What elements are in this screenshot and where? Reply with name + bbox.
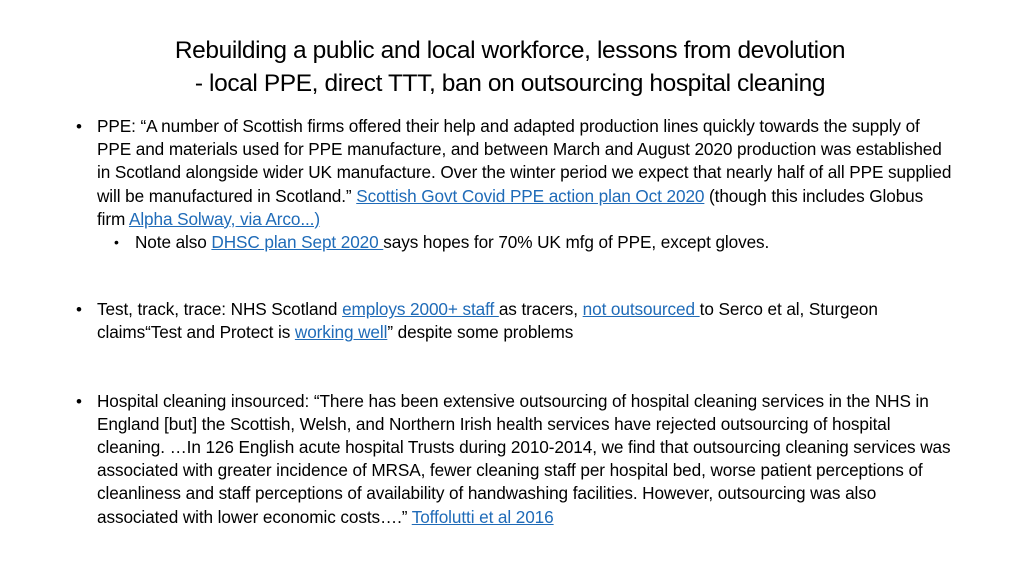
ttt-text-3: to Serco et al, Sturgeon claims“Test and Protect is [97, 299, 878, 343]
ppe-text-2: (though this includes Globus firm [97, 185, 924, 229]
bullet-ppe [76, 115, 956, 231]
slide-body [76, 115, 956, 529]
title-line-1: Rebuilding a public and local workforce, lessons from devolution [174, 37, 846, 64]
link-working-well[interactable]: working well [294, 322, 388, 343]
bullet-test-track-trace [76, 298, 956, 344]
link-not-outsourced[interactable]: not outsourced [582, 299, 700, 320]
ttt-text-4: ” despite some problems [387, 322, 574, 343]
link-toffolutti-2016[interactable]: Toffolutti et al 2016 [411, 506, 554, 527]
bullet-icon: • [76, 117, 82, 136]
dhsc-text-1: Note also [135, 232, 212, 253]
sub-bullet-dhsc [114, 231, 956, 254]
dhsc-text-2: says hopes for 70% UK mfg of PPE, except gloves. [383, 232, 770, 253]
link-scottish-govt-ppe-plan[interactable]: Scottish Govt Covid PPE action plan Oct 2020 [356, 185, 705, 206]
link-alpha-solway[interactable]: Alpha Solway, via Arco...) [128, 208, 320, 229]
bullet-icon: • [76, 300, 82, 320]
ttt-text-1: Test, track, trace: NHS Scotland [97, 299, 343, 320]
bullet-icon: • [114, 234, 119, 251]
cleaning-text-1: Hospital cleaning insourced: “There has been extensive outsourcing of hospital cleaning services in the NHS in England [but] the Scottish, Welsh, and Northern Irish health services have rejected outsourcing of hospital cleaning. …In 126 English acute hospital Trusts during 2010-2014, we find that outsourcing cleaning services was associated with greater incidence of MRSA, fewer cleaning staff per hospital bed, worse patient perceptions of cleanliness and staff perceptions of availability of handwashing facilities. However, outsourcing was also associated with lower economic costs….” [97, 390, 951, 527]
bullet-icon: • [76, 391, 82, 411]
slide-title [60, 34, 960, 100]
title-line-2: - local PPE, direct TTT, ban on outsourcing hospital cleaning [194, 70, 826, 97]
link-employs-staff[interactable]: employs 2000+ staff [342, 299, 499, 320]
ppe-text-1: PPE: “A number of Scottish firms offered their help and adapted production lines quickly towards the supply of PPE and materials used for PPE manufacture, and between March and August 2020 production was established in Scotland alongside wider UK manufacture. Over the winter period we expect that nearly half of all PPE supplied will be manufactured in Scotland.” [97, 116, 952, 206]
bullet-hospital-cleaning [76, 390, 956, 529]
ttt-text-2: as tracers, [498, 299, 583, 320]
link-dhsc-plan[interactable]: DHSC plan Sept 2020 [211, 232, 384, 253]
